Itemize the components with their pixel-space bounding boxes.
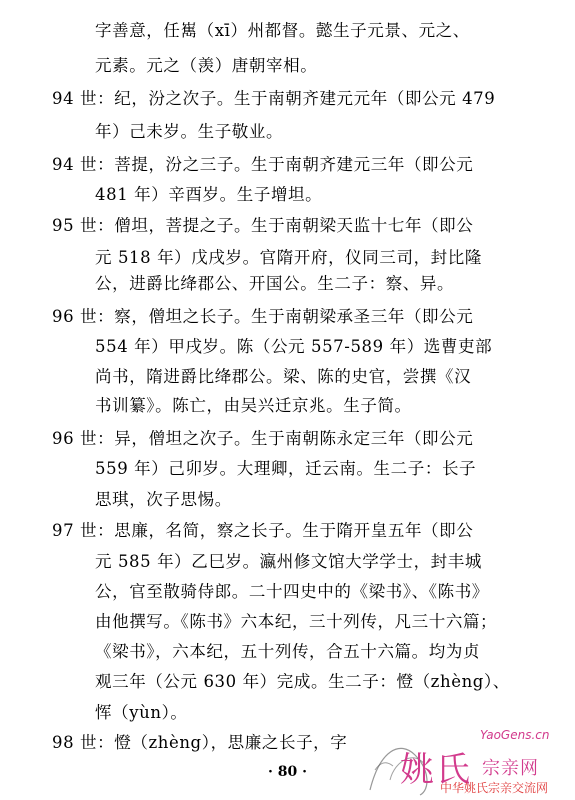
text-line: 由他撰写。《陈书》六本纪，三十列传，凡三十六篇； bbox=[95, 612, 498, 631]
watermark-brand: 姚氏 bbox=[400, 750, 472, 790]
text-line: 554 年）甲戌岁。陈（公元 557-589 年）选曹吏部 bbox=[95, 337, 493, 356]
text-line: 94 世：菩提，汾之三子。生于南朝齐建元三年（即公元 bbox=[52, 155, 474, 174]
text-line: 年）己未岁。生子敬业。 bbox=[95, 122, 284, 141]
text-line: 元 585 年）乙巳岁。瀛州修文馆大学学士，封丰城 bbox=[95, 552, 482, 571]
text-line: 尚书，隋进爵比绛郡公。梁、陈的史官，尝撰《汉 bbox=[95, 367, 472, 386]
text-line: 思琪，次子思惕。 bbox=[95, 490, 232, 509]
page-number: · 80 · bbox=[268, 764, 307, 780]
text-line: 元 518 年）戊戌岁。官隋开府，仪同三司，封比隆 bbox=[95, 248, 482, 267]
watermark-brand-sub: 宗亲网 bbox=[482, 758, 539, 779]
watermark-site: YaoGens.cn bbox=[480, 728, 550, 742]
text-line: 97 世：思廉，名简，察之长子。生于隋开皇五年（即公 bbox=[52, 521, 474, 540]
text-line: 94 世：纪，汾之次子。生于南朝齐建元元年（即公元 479 bbox=[52, 89, 496, 108]
text-line: 481 年）辛酉岁。生子增坦。 bbox=[95, 185, 323, 204]
text-line: 《梁书》，六本纪，五十列传，合五十六篇。均为贞 bbox=[95, 642, 481, 661]
text-line: 559 年）己卯岁。大理卿，迁云南。生二子：长子 bbox=[95, 459, 477, 478]
text-line: 书训纂》。陈亡，由吴兴迁京兆。生子简。 bbox=[95, 396, 412, 415]
text-line: 公，官至散骑侍郎。二十四史中的《梁书》、《陈书》 bbox=[95, 582, 489, 601]
text-line: 96 世：察，僧坦之长子。生于南朝梁承圣三年（即公元 bbox=[52, 307, 474, 326]
text-line: 元素。元之（羡）唐朝宰相。 bbox=[95, 56, 318, 75]
text-line: 字善意，任嶲（xī）州都督。懿生子元景、元之、 bbox=[95, 21, 470, 40]
text-line: 95 世：僧坦，菩提之子。生于南朝梁天监十七年（即公 bbox=[52, 216, 474, 235]
watermark-caption: 中华姚氏宗亲交流网 bbox=[440, 781, 549, 795]
text-line: 公，进爵比绛郡公、开国公。生二子：察、异。 bbox=[95, 274, 455, 293]
text-line: 观三年（公元 630 年）完成。生二子：憕（zhèng）、 bbox=[95, 672, 510, 691]
text-line: 96 世：异，僧坦之次子。生于南朝陈永定三年（即公元 bbox=[52, 429, 474, 448]
text-line: 恽（yùn）。 bbox=[95, 703, 188, 722]
text-line: 98 世：憕（zhèng），思廉之长子，字 bbox=[52, 733, 348, 752]
